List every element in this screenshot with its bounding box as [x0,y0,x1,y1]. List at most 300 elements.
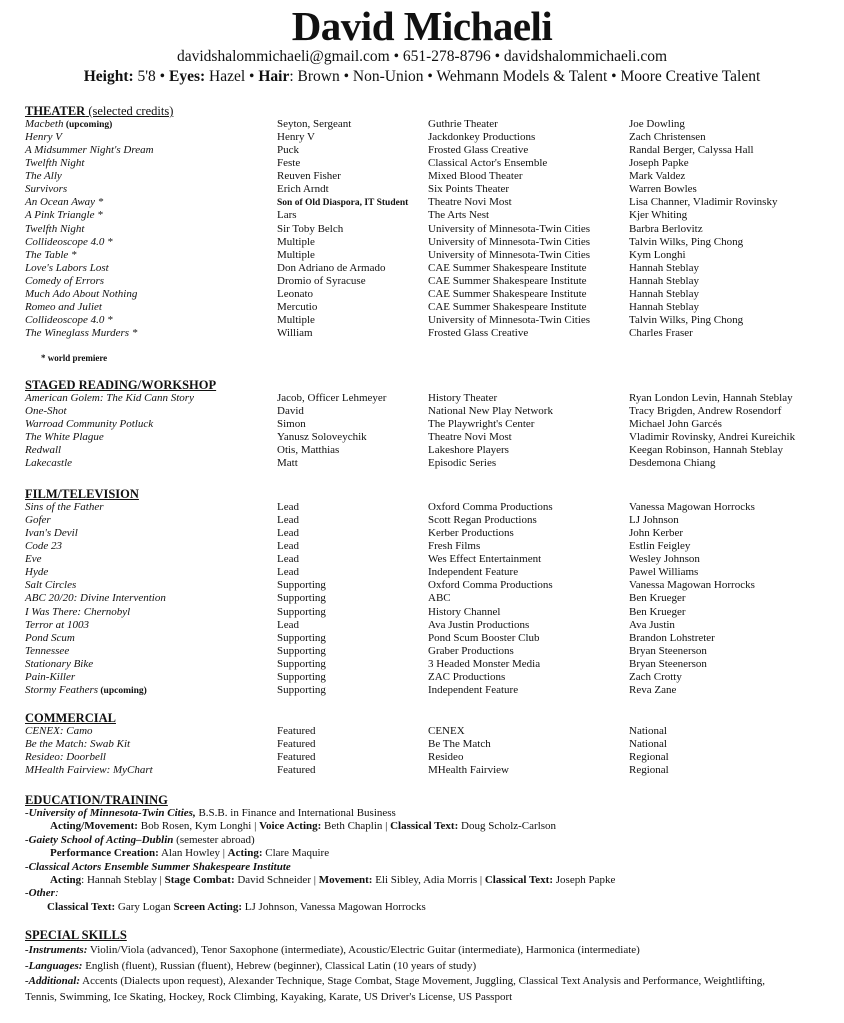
credit-title-text: Salt Circles [25,579,77,592]
credit-director-text: Reva Zane [629,683,677,696]
text-segment: Joseph Papke [553,873,616,886]
credit-director-text: Kym Longhi [629,248,686,261]
credit-director-text: Regional [629,751,669,764]
credit-title-text: Redwall [25,444,62,457]
credit-director [629,392,793,405]
credit-title [25,540,62,553]
credit-director [629,738,667,751]
text-line [25,834,835,847]
credits-table [25,392,835,470]
credit-role [277,209,297,222]
text-segment: David Schneider | [234,873,319,886]
credit-director-text: Kjer Whiting [629,209,688,222]
credit-role-text: Feste [277,157,301,170]
section-heading: STAGED READING/WORKSHOP [25,378,217,392]
credit-title [25,314,113,327]
credit-company-text: Independent Feature [428,566,519,579]
text-segment: Beth Chaplin | [321,820,391,833]
text-line [25,847,835,860]
credit-row [25,444,835,457]
credit-role [277,275,366,288]
credit-title-text: Collideoscope 4.0 * [25,235,113,248]
credit-role [277,144,299,157]
credit-director [629,632,715,645]
credit-title [25,118,112,132]
credit-director-text: Keegan Robinson, Hannah Steblay [629,444,783,457]
credit-company-text: University of Minnesota-Twin Cities [428,222,591,235]
contact-line: davidshalommichaeli@gmail.com • 651-278-8796 • davidshalommichaeli.com [176,48,668,65]
credit-title-text: Lakecastle [25,457,73,470]
credit-company [428,671,505,684]
credit-director-text: Pawel Williams [629,566,699,579]
credit-company [428,514,537,527]
credit-role-text: Featured [277,751,316,764]
credit-row [25,223,835,236]
credit-director-text: Lisa Channer, Vladimir Rovinsky [629,196,778,209]
credit-row [25,738,835,751]
credit-company [428,579,553,592]
credit-director [629,327,693,340]
credit-company [428,619,529,632]
credit-title [25,209,103,222]
credit-director-text: Hannah Steblay [629,300,699,313]
credit-director [629,527,683,540]
credit-role-text: Henry V [277,131,315,144]
credit-company-text: Theatre Novi Most [428,431,512,444]
text-segment: -Additional: [25,975,81,987]
credit-row [25,553,835,566]
credit-company-text: The Arts Nest [428,209,490,222]
credit-company-text: ABC [428,592,451,605]
credit-director [629,170,685,183]
credit-role [277,579,326,592]
credit-title-text: Comedy of Errors [25,274,105,287]
credit-role [277,288,313,301]
credit-role-text: Supporting [277,644,326,657]
credit-company [428,131,535,144]
credit-director-text: Zach Christensen [629,131,706,144]
credit-role-text: Supporting [277,631,326,644]
credit-company-text: Pond Scum Booster Club [428,631,540,644]
credit-director [629,431,795,444]
credit-title-text: Much Ado About Nothing [25,287,138,300]
credit-company-text: History Channel [428,605,501,618]
credit-company-text: CENEX [428,725,465,737]
credit-director [629,262,699,275]
text-segment: -Languages: [25,959,83,972]
credit-role [277,725,315,738]
credit-role [277,327,313,340]
credit-director-text: Ava Justin [629,618,675,631]
credit-director [629,288,699,301]
text-line [25,959,835,975]
credit-title-text: Resideo: Doorbell [25,751,106,764]
credit-role [277,606,326,619]
credit-director [629,645,707,658]
credit-title [25,131,62,144]
credit-row [25,405,835,418]
credit-director [629,671,682,684]
section-heading: THEATER (selected credits) [25,104,174,118]
credit-company [428,738,491,751]
credit-title-text: The Ally [25,170,62,183]
credit-director-text: Vladimir Rovinsky, Andrei Kureichik [629,431,796,444]
credit-title [25,527,78,540]
credit-company [428,314,590,327]
credit-row [25,764,835,777]
credit-company-text: MHealth Fairview [428,764,509,777]
credit-title-text: American Golem: The Kid Cann Story [25,392,194,404]
credit-title [25,514,51,527]
credit-company-text: CAE Summer Shakespeare Institute [428,300,587,313]
credit-company [428,327,528,340]
credit-row [25,540,835,553]
credit-row [25,249,835,262]
section-heading: FILM/TELEVISION [25,487,139,501]
education-section [25,793,835,914]
credit-row [25,392,835,405]
credit-row [25,501,835,514]
credit-role-text: Seyton, Sergeant [277,118,352,130]
text-line [25,887,835,900]
credit-company-text: The Playwright's Center [428,418,535,431]
credit-company-text: Ava Justin Productions [428,618,530,631]
credit-company-text: Oxford Comma Productions [428,579,553,592]
credit-role [277,131,315,144]
credit-title [25,183,67,196]
credit-title [25,249,77,262]
credit-company-text: Six Points Theater [428,183,510,196]
credit-director [629,118,685,131]
credit-role [277,684,326,697]
credit-director [629,249,686,262]
credit-row [25,606,835,619]
credit-company-text: Frosted Glass Creative [428,327,529,339]
credit-director [629,751,669,764]
credit-director-text: Tracy Brigden, Andrew Rosendorf [629,405,782,418]
credit-company-text: 3 Headed Monster Media [428,657,541,670]
credit-row [25,301,835,314]
credit-company [428,418,534,431]
credit-title [25,392,194,405]
credit-director [629,157,689,170]
text-segment: Hazel • [205,68,259,85]
credit-company-text: CAE Summer Shakespeare Institute [428,274,587,287]
credit-row [25,658,835,671]
credit-row [25,457,835,470]
credit-role [277,170,341,183]
credit-company-text: University of Minnesota-Twin Cities [428,235,591,248]
credit-company [428,553,541,566]
credit-role-text: Lead [277,501,299,513]
credit-title [25,223,84,236]
credit-row [25,619,835,632]
credit-note: (upcoming) [98,685,147,696]
credit-company [428,444,509,457]
credit-company [428,392,497,405]
credit-company [428,196,512,209]
credit-company [428,405,553,418]
credit-director [629,592,686,605]
credit-row [25,527,835,540]
credit-title-text: Sins of the Father [25,501,104,513]
credit-company-text: Jackdonkey Productions [428,131,536,144]
credit-director [629,223,703,236]
credit-row [25,118,835,131]
credit-role [277,183,329,196]
credit-director [629,501,755,514]
credit-title [25,764,153,777]
credit-director-text: Joseph Papke [629,157,689,170]
credit-director-text: LJ Johnson [629,514,679,527]
credit-row [25,170,835,183]
credit-director [629,606,686,619]
credit-company [428,183,509,196]
credit-role [277,645,326,658]
credit-title [25,606,130,619]
credit-row [25,157,835,170]
text-segment: Screen Acting: [173,900,243,913]
credit-role [277,514,299,527]
credit-role [277,632,326,645]
credit-director-text: Ryan London Levin, Hannah Steblay [629,392,793,404]
staged-reading-section [25,378,835,470]
credit-role-text: Supporting [277,592,326,605]
credit-director [629,418,722,431]
credit-company [428,540,480,553]
credit-role [277,249,315,262]
credit-title-text: Tennessee [25,644,70,657]
credit-title [25,751,106,764]
credit-role [277,444,339,457]
credit-company [428,457,496,470]
credit-director [629,131,706,144]
credit-title-text: Hyde [25,566,49,579]
text-line [25,974,835,990]
credit-role-text: Supporting [277,657,326,670]
skills-lines [25,943,835,1005]
credit-company [428,632,540,645]
credit-title [25,632,75,645]
text-line [25,943,835,959]
credit-director-text: Barbra Berlovitz [629,222,703,235]
text-line [25,861,835,874]
credit-role-text: Simon [277,418,306,431]
credit-role [277,671,326,684]
credit-company-text: Be The Match [428,738,491,751]
credit-company-text: Scott Regan Productions [428,514,537,527]
credit-company-text: University of Minnesota-Twin Cities [428,248,591,261]
credit-role-text: Matt [277,457,298,470]
credit-company [428,262,587,275]
credit-role [277,553,299,566]
credit-director [629,457,715,470]
text-segment: Stage Combat: [164,873,235,886]
text-segment: Accents (Dialects upon request), Alexander Technique, Stage Combat, Stage Movement, Juggling, Classical Text Analysis and Performance, Weightlifting, [80,975,765,987]
text-segment: Performance Creation: [50,847,159,860]
credit-title [25,457,72,470]
credit-row [25,314,835,327]
credit-director [629,553,700,566]
credit-row [25,684,835,697]
credit-role-text: Reuven Fisher [277,170,341,183]
credit-role-text: Sir Toby Belch [277,222,344,235]
credit-role-text: Mercutio [277,300,318,313]
credit-director [629,314,743,327]
credit-title [25,405,67,418]
credit-director-text: Charles Fraser [629,327,693,339]
credit-director-text: Hannah Steblay [629,274,699,287]
credit-role-text: Lead [277,527,299,540]
credit-company [428,144,528,157]
credit-company [428,236,590,249]
credit-company [428,527,514,540]
credit-row [25,645,835,658]
credit-director-text: Desdemona Chiang [629,457,716,470]
credit-company-text: CAE Summer Shakespeare Institute [428,261,587,274]
credit-director [629,444,783,457]
credit-role [277,658,326,671]
text-segment: Movement: [318,873,373,886]
credit-title-text: The White Plague [25,431,104,444]
text-segment: Acting [50,873,82,886]
credit-role-text: Supporting [277,579,326,592]
credit-role-text: Featured [277,725,316,737]
credit-company-text: ZAC Productions [428,670,506,683]
credit-company-text: Graber Productions [428,644,514,657]
credit-title-text: Stationary Bike [25,657,94,670]
text-segment: 5'8 • [133,68,169,85]
film-section [25,487,835,697]
credit-director [629,183,697,196]
credit-company [428,157,547,170]
text-segment: Height: [83,68,134,85]
credit-director-text: National [629,725,667,737]
credit-title-text: One-Shot [25,405,67,418]
credit-company [428,170,523,183]
credit-title-text: The Table * [25,248,77,261]
credit-director-text: Randal Berger, Calyssa Hall [629,144,754,157]
credit-title-text: Terror at 1003 [25,618,89,631]
credit-role [277,392,386,405]
text-segment: English (fluent), Russian (fluent), Hebrew (beginner), Classical Latin (10 years of study) [82,959,477,972]
section-heading: SPECIAL SKILLS [25,928,127,942]
credit-role [277,619,299,632]
credit-director [629,301,699,314]
credit-role [277,457,298,470]
credit-role-text: Featured [277,764,316,777]
text-segment: -Other [25,887,55,900]
credit-role-text: Lead [277,618,299,631]
credit-company-text: Kerber Productions [428,527,514,540]
credit-row [25,566,835,579]
credit-title-text: Pond Scum [25,631,75,644]
credit-title [25,170,62,183]
credit-title [25,738,130,751]
credit-role [277,751,315,764]
credit-company-text: Independent Feature [428,683,519,696]
skills-section [25,928,835,1005]
credit-role-text: Yanusz Soloveychik [277,431,367,444]
credit-company [428,592,451,605]
text-segment: Doug Scholz-Carlson [458,820,557,833]
credit-company-text: Oxford Comma Productions [428,501,553,513]
credit-title-text: Survivors [25,183,68,196]
credit-director-text: Estlin Feigley [629,540,691,553]
text-line [25,901,835,914]
credit-title [25,275,104,288]
credit-role [277,540,299,553]
credit-company-text: Frosted Glass Creative [428,144,529,157]
credit-role [277,764,315,777]
credit-title [25,262,109,275]
credit-director [629,405,781,418]
credit-title [25,501,104,514]
credit-title [25,236,113,249]
text-segment: Classical Text: [47,900,116,913]
credit-note: (upcoming) [63,120,113,130]
credit-role-text: Multiple [277,235,315,248]
credit-title [25,671,75,684]
credit-title-text: An Ocean Away * [25,196,104,209]
credit-company-text: Guthrie Theater [428,118,498,130]
credit-director [629,540,690,553]
credit-director [629,144,754,157]
text-line [25,990,835,1006]
credit-row [25,183,835,196]
credit-role-text: Supporting [277,605,326,618]
credit-role-text: Otis, Matthias [277,444,340,457]
credit-director-text: Talvin Wilks, Ping Chong [629,313,744,326]
credit-title [25,645,69,658]
details-line [0,68,844,86]
credit-title [25,725,93,738]
credit-title [25,196,103,209]
credit-director-text: Vanessa Magowan Horrocks [629,501,755,513]
text-segment: Alan Howley | [158,847,228,860]
credit-company [428,658,540,671]
credit-director-text: Bryan Steenerson [629,657,707,670]
credit-company-text: National New Play Network [428,405,553,418]
credit-title-text: Pain-Killer [25,670,76,683]
credit-role [277,418,306,431]
credit-company [428,275,587,288]
credit-director [629,566,698,579]
credit-row [25,288,835,301]
text-segment: Classical Text: [484,873,554,886]
credit-company-text: Fresh Films [428,540,481,553]
credit-row [25,131,835,144]
text-segment: -Gaiety School of Acting–Dublin [25,833,174,846]
credit-title-text: Stormy Feathers [25,683,99,696]
credit-director-text: Mark Valdez [629,170,686,183]
credit-director-text: Talvin Wilks, Ping Chong [629,235,744,248]
credit-title [25,592,166,605]
credit-company [428,301,587,314]
credit-role-text: Supporting [277,683,326,696]
credit-row [25,418,835,431]
credit-director [629,579,755,592]
credit-role [277,236,315,249]
text-segment: : [54,887,59,900]
credit-row [25,671,835,684]
credit-director-text: Bryan Steenerson [629,644,707,657]
credit-role-text: Puck [277,144,299,157]
credit-role-text: Featured [277,738,316,751]
credit-company [428,209,489,222]
text-segment: Gary Logan [115,900,174,913]
credit-role-text: Son of Old Diaspora, IT Student [277,198,409,209]
